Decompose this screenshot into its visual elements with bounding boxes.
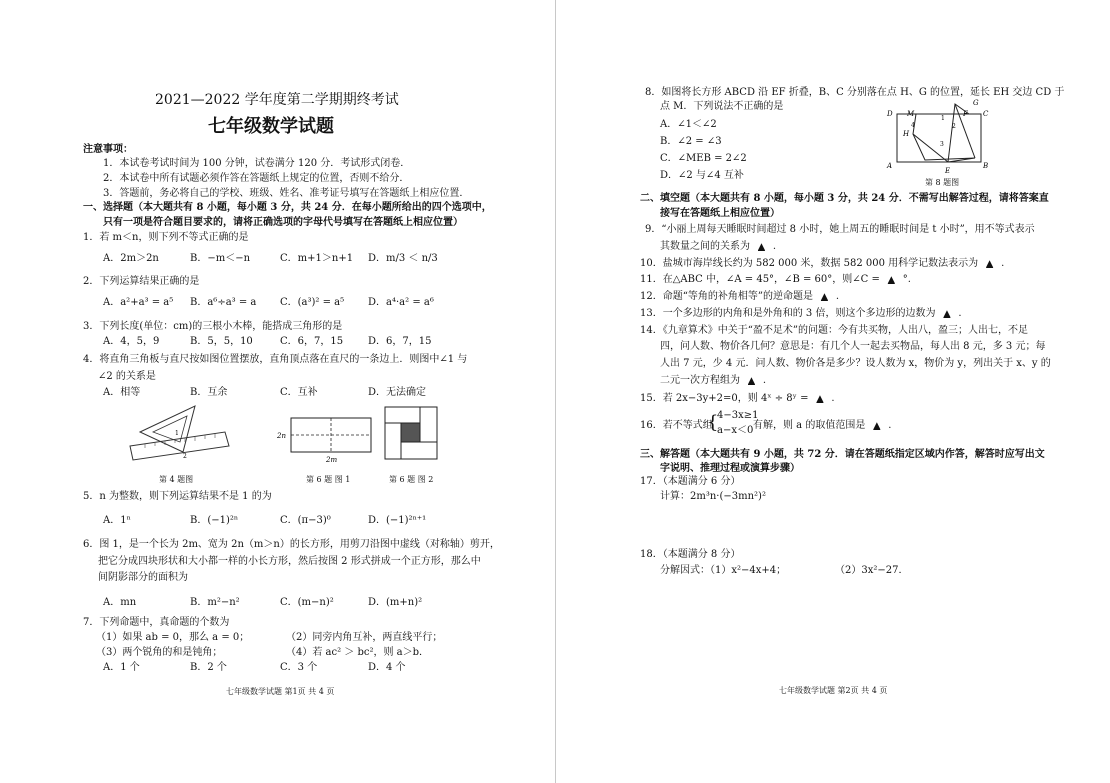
question-9-line-1: 9．“小丽上周每天睡眠时间超过 8 小时，她上周五的睡眠时间是 t 小时”，用不等式表示 — [645, 224, 1035, 235]
q7-option-b: B．2 个 — [190, 662, 227, 673]
q4-option-a: A．相等 — [103, 387, 141, 398]
question-4-stem: 4．将直角三角板与直尺按如图位置摆放，直角顶点落在直尺的一条边上．则图中∠1 与 — [83, 354, 468, 365]
q8-option-a: A．∠1＜∠2 — [660, 119, 717, 130]
question-14-line-2: 四，问人数、物价各几何？意思是：有几个人一起去买物品，每人出 8 元，多 3 元；每 — [660, 341, 1046, 352]
question-17-body: 计算：2m³n·(−3mn²)² — [660, 491, 766, 502]
exam-page-2 — [557, 0, 1110, 783]
q1-option-a: A．2m＞2n — [103, 253, 159, 264]
svg-text:2: 2 — [952, 123, 956, 130]
q2-option-a: A．a²+a³ = a⁵ — [103, 297, 174, 308]
q7-option-d: D．4 个 — [368, 662, 406, 673]
section-3-heading: 三、解答题（本大题共有 9 小题，共 72 分．请在答题纸指定区域内作答，解答时应写出文 — [640, 449, 1045, 460]
figure-q6-2-square — [384, 406, 440, 462]
question-16-suffix: 有解，则 a 的取值范围是 ▲ . — [753, 420, 892, 431]
q6-option-a: A．mn — [103, 597, 137, 608]
q3-option-c: C．6，7，15 — [280, 336, 344, 347]
notes-header: 注意事项： — [83, 144, 133, 155]
question-8-line-1: 8．如图将长方形 ABCD 沿 EF 折叠，B、C 分别落在点 H、G 的位置，延长 EH 交边 CD 于 — [645, 87, 1065, 98]
fig6-side-label: 2n — [277, 432, 286, 440]
svg-text:3: 3 — [940, 141, 944, 148]
question-6-line-1: 6．图 1，是一个长为 2m、宽为 2n（m＞n）的长方形，用剪刀沿图中虚线（对称轴）剪开， — [83, 539, 500, 550]
svg-text:E: E — [945, 167, 951, 175]
svg-text:F: F — [963, 110, 968, 118]
caption-fig6-1: 第 6 题 图 1 — [306, 475, 351, 484]
answer-blank-13[interactable]: ▲ — [943, 309, 951, 319]
note-2: 2．本试卷中所有试题必须作答在答题纸上规定的位置，否则不给分． — [103, 173, 410, 184]
page-2-footer: 七年级数学试题 第2页 共 4 页 — [779, 686, 888, 695]
answer-blank-14[interactable]: ▲ — [748, 376, 755, 386]
q5-option-a: A．1ⁿ — [103, 515, 131, 526]
section-2-heading-2: 接写在答题纸上相应位置） — [660, 208, 780, 219]
q16-inequality-1: 4−3x≥1 — [717, 410, 759, 421]
figure-q4-triangle-ruler — [125, 402, 235, 470]
q6-option-d: D．(m+n)² — [368, 597, 423, 608]
question-3-stem: 3．下列长度(单位：cm)的三根小木棒，能搭成三角形的是 — [83, 321, 343, 332]
question-4-stem-2: ∠2 的关系是 — [98, 371, 156, 382]
question-13: 13．一个多边形的内角和是外角和的 3 倍，则这个多边形的边数为 ▲ . — [640, 308, 962, 319]
section-1-heading: 一、选择题（本大题共有 8 小题，每小题 3 分，共 24 分．在每小题所给出的四个选项中， — [83, 202, 492, 213]
note-1: 1．本试卷考试时间为 100 分钟，试卷满分 120 分．考试形式闭卷． — [103, 158, 411, 169]
question-1-stem: 1．若 m＜n，则下列不等式正确的是 — [83, 232, 249, 243]
question-15: 15．若 2x−3y+2=0，则 4ˣ ÷ 8ʸ = ▲ . — [640, 393, 835, 404]
answer-blank-9[interactable]: ▲ — [758, 242, 765, 252]
exam-title: 2021—2022 学年度第二学期期终考试 — [155, 92, 399, 108]
section-2-heading: 二、填空题（本大题共有 8 小题，每小题 3 分，共 24 分．不需写出解答过程，请将答案直 — [640, 193, 1049, 204]
figure-q6-1-rectangle — [274, 414, 374, 466]
q2-option-b: B．a⁶÷a³ = a — [190, 297, 257, 308]
svg-text:4: 4 — [911, 122, 915, 129]
caption-fig8: 第 8 题图 — [925, 178, 960, 187]
page-1-footer: 七年级数学试题 第1页 共 4 页 — [226, 687, 335, 696]
question-6-line-2: 把它分成四块形状和大小都一样的小长方形，然后按图 2 形式拼成一个正方形，那么中 — [98, 556, 481, 567]
svg-text:2: 2 — [183, 453, 187, 460]
svg-text:H: H — [903, 130, 910, 138]
answer-blank-11[interactable]: ▲ — [887, 275, 895, 285]
q2-option-d: D．a⁴·a² = a⁶ — [368, 297, 434, 308]
caption-fig4: 第 4 题图 — [159, 475, 194, 484]
question-18-part-1: 分解因式：（1）x²−4x+4； — [660, 565, 787, 576]
answer-blank-10[interactable]: ▲ — [986, 259, 994, 269]
question-5-stem: 5．n 为整数，则下列运算结果不是 1 的为 — [83, 491, 272, 502]
q5-option-d: D．(−1)²ⁿ⁺¹ — [368, 515, 427, 526]
page-divider — [555, 0, 556, 783]
caption-fig6-2: 第 6 题 图 2 — [389, 475, 434, 484]
q6-option-b: B．m²−n² — [190, 597, 240, 608]
q4-option-c: C．互补 — [280, 387, 318, 398]
q3-option-b: B．5，5，10 — [190, 336, 253, 347]
question-16-prefix: 16．若不等式组 — [640, 420, 713, 431]
svg-text:1: 1 — [175, 430, 179, 437]
question-10: 10．盐城市海岸线长约为 582 000 米，数据 582 000 用科学记数法表示为 ▲ . — [640, 258, 1005, 269]
q1-option-b: B．−m＜−n — [190, 253, 251, 264]
question-18-header: 18．（本题满分 8 分） — [640, 549, 741, 560]
question-2-stem: 2．下列运算结果正确的是 — [83, 276, 200, 287]
q5-option-b: B．(−1)²ⁿ — [190, 515, 239, 526]
answer-blank-16[interactable]: ▲ — [873, 421, 881, 431]
question-17-header: 17．（本题满分 6 分） — [640, 476, 741, 487]
question-18-part-2: （2）3x²−27． — [835, 565, 909, 576]
answer-blank-15[interactable]: ▲ — [816, 394, 824, 404]
question-9-line-2: 其数量之间的关系为 ▲ . — [660, 241, 777, 252]
q7-item-1: （1）如果 ab = 0，那么 a = 0； — [96, 632, 250, 643]
svg-text:1: 1 — [941, 115, 945, 122]
question-12: 12．命题“等角的补角相等”的逆命题是 ▲ . — [640, 291, 840, 302]
q4-option-d: D．无法确定 — [368, 387, 427, 398]
question-8-line-2: 点 M．下列说法不正确的是 — [660, 101, 784, 112]
q8-option-d: D．∠2 与∠4 互补 — [660, 170, 744, 181]
q1-option-c: C．m+1＞n+1 — [280, 253, 354, 264]
section-3-heading-2: 字说明、推理过程或演算步骤） — [660, 463, 800, 474]
exam-subtitle: 七年级数学试题 — [208, 116, 334, 137]
svg-text:C: C — [983, 110, 989, 118]
note-3: 3．答题前，务必将自己的学校、班级、姓名、准考证号填写在答题纸上相应位置． — [103, 188, 470, 199]
svg-text:M: M — [907, 110, 915, 118]
q5-option-c: C．(π−3)⁰ — [280, 515, 331, 526]
fig6-bottom-label: 2m — [326, 456, 338, 464]
answer-blank-12[interactable]: ▲ — [820, 292, 828, 302]
figure-q8-folded-rectangle — [885, 96, 991, 178]
svg-text:D: D — [887, 110, 893, 118]
q16-inequality-2: a−x＜0 — [717, 425, 754, 436]
question-14-line-1: 14．《九章算术》中关于“盈不足术”的问题：今有共买物，人出八，盈三；人出七，不足 — [640, 325, 1028, 336]
q3-option-d: D．6，7，15 — [368, 336, 432, 347]
question-11: 11．在△ABC 中，∠A = 45°，∠B = 60°，则∠C = ▲ °. — [640, 274, 911, 285]
q7-option-a: A．1 个 — [103, 662, 140, 673]
section-1-heading-2: 只有一项是符合题目要求的，请将正确选项的字母代号填写在答题纸上相应位置） — [103, 217, 463, 228]
question-14-line-4: 二元一次方程组为 ▲ . — [660, 375, 767, 386]
q7-item-4: （4）若 ac² ＞ bc²，则 a＞b． — [286, 647, 430, 658]
q7-item-3: （3）两个锐角的和是钝角； — [96, 647, 223, 658]
q7-item-2: （2）同旁内角互补，两直线平行； — [286, 632, 443, 643]
question-14-line-3: 人出 7 元，少 4 元．问人数、物价各是多少？设人数为 x，物价为 y，列出关于 x、y 的 — [660, 358, 1051, 369]
q2-option-c: C．(a³)² = a⁵ — [280, 297, 345, 308]
question-6-line-3: 间阴影部分的面积为 — [98, 572, 188, 583]
svg-text:A: A — [887, 162, 893, 170]
q1-option-d: D．m/3 ＜ n/3 — [368, 253, 438, 264]
q8-option-b: B．∠2 = ∠3 — [660, 136, 722, 147]
svg-text:G: G — [973, 99, 979, 107]
q6-option-c: C．(m−n)² — [280, 597, 334, 608]
question-7-stem: 7．下列命题中，真命题的个数为 — [83, 617, 230, 628]
q3-option-a: A．4，5，9 — [103, 336, 160, 347]
q4-option-b: B．互余 — [190, 387, 228, 398]
q7-option-c: C．3 个 — [280, 662, 318, 673]
q8-option-c: C．∠MEB = 2∠2 — [660, 153, 747, 164]
svg-text:B: B — [983, 162, 989, 170]
brace: { — [707, 412, 719, 433]
